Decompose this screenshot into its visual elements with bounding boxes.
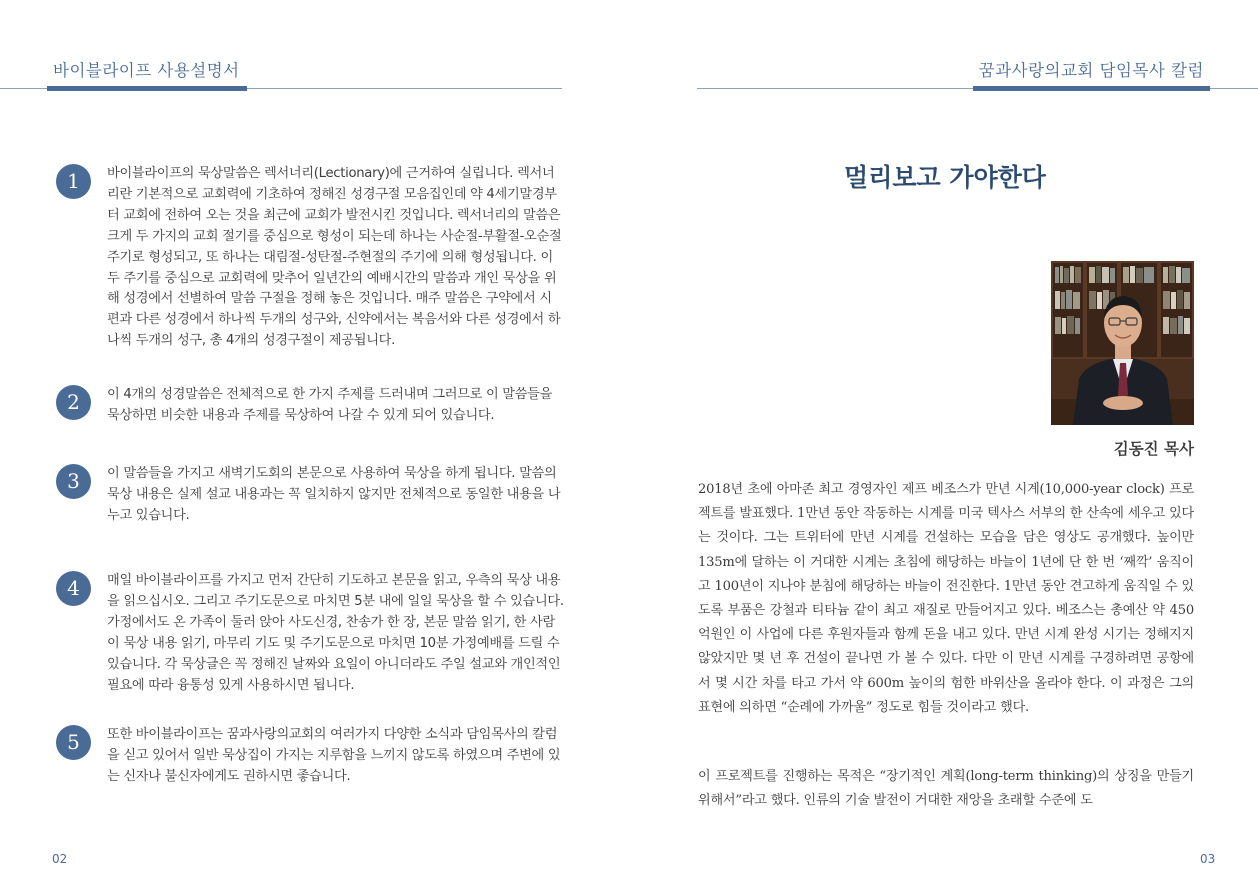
item-text: 매일 바이블라이프를 가지고 먼저 간단히 기도하고 본문을 읽고, 우측의 묵상 내용을 읽으십시오. 그리고 주기도문으로 마치면 5분 내에 일일 묵상을 할 수 있습니다. 가정에서도 온 가족이 둘러 앉아 사도신경, 찬송가 한 장, 본문 말씀 읽기, 한 사람이 묵상 내용 읽기, 마무리 기도 및 주기도문으로 마치면 10분 가정예배를 드릴 수 있습니다. 각 묵상글은 꼭 정해진 날짜와 요일이 아니더라도 주일 설교와 개인적인 필요에 따라 융통성 있게 사용하시면 됩니다. [107,573,564,693]
right-page-header: 꿈과사랑의교회 담임목사 칼럼 [978,61,1204,80]
list-item-1 [56,164,564,352]
number-badge: 5 [56,725,91,760]
list-item-2 [56,385,564,427]
item-text: 바이블라이프의 묵상말씀은 렉서너리(Lectionary)에 근거하여 실립니다. 렉서너리란 기본적으로 교회력에 기초하여 정해진 성경구절 모음집인데 약 4세기말경부터 교회에 전하여 오는 것을 최근에 교회가 발전시킨 것입니다. 렉서너리의 말씀은 크게 두 가지의 교회 절기를 중심으로 형성이 되는데 하나는 사순절-부활절-오순절 주기로 형성되고, 또 하나는 대림절-성탄절-주현절의 주기에 의해 형성됩니다. 이 두 주기를 중심으로 교회력에 맞추어 일년간의 예배시간의 말씀과 개인 묵상을 위해 성경에서 선별하여 말씀 구절을 정해 놓은 것입니다. 매주 말씀은 구약에서 시편과 다른 성경에서 하나씩 두개의 성구와, 신약에서는 복음서와 다른 성경에서 하나씩 두개의 성구, 총 4개의 성경구절이 제공됩니다. [107,166,562,349]
item-text: 또한 바이블라이프는 꿈과사랑의교회의 여러가지 다양한 소식과 담임목사의 칼럼을 싣고 있어서 일반 묵상집이 가지는 지루함을 느끼지 않도록 하였으며 주변에 있는 신자나 불신자에게도 권하시면 좋습니다. [107,727,561,784]
number-badge: 1 [56,164,91,199]
number-badge: 3 [56,464,91,499]
column-paragraph-1: 2018년 초에 아마존 최고 경영자인 제프 베조스가 만년 시계(10,000-year clock) 프로젝트를 발표했다. 1만년 동안 작동하는 시계를 미국 텍사스 서부의 한 산속에 세우고 있다는 것이다. 그는 트위터에 만년 시계를 건설하는 모습을 담은 영상도 공개했다. 높이만 135m에 달하는 이 거대한 시계는 초침에 해당하는 바늘이 1년에 단 한 번 ‘째깍’ 움직이고 100년이 지나야 분침에 해당하는 바늘이 전진한다. 1만년 동안 견고하게 움직일 수 있도록 부품은 강철과 티타늄 같이 최고 재질로 만들어지고 있다. 베조스는 총예산 약 450억원인 이 사업에 다른 후원자들과 함께 돈을 내고 있다. 만년 시계 완성 시기는 정해지지 않았지만 몇 년 후 건설이 끝나면 가 볼 수 있다. 다만 이 만년 시계를 구경하려면 공항에서 몇 시간 차를 타고 가서 약 600m 높이의 험한 바위산을 올라야 한다. 이 과정은 그의 표현에 의하면 “순례에 가까울” 정도로 힘들 것이라고 했다. [698,482,1194,715]
item-text: 이 4개의 성경말씀은 전체적으로 한 가지 주제를 드러내며 그러므로 이 말씀들을 묵상하면 비슷한 내용과 주제를 묵상하여 나갈 수 있게 되어 있습니다. [107,387,553,423]
column-paragraph-2: 이 프로젝트를 진행하는 목적은 “장기적인 계획(long-term thinking)의 상징을 만들기 위해서”라고 했다. 인류의 기술 발전이 거대한 재앙을 초래할 수준에 도 [698,769,1194,809]
list-item-4 [56,571,564,696]
left-page-number: 02 [52,852,68,866]
list-item-5 [56,725,564,788]
left-page-header: 바이블라이프 사용설명서 [53,61,240,80]
right-header-accent-bar [973,86,1210,91]
left-header-accent-bar [47,86,247,91]
author-photo [1051,261,1194,425]
number-badge: 2 [56,385,91,420]
list-item-3 [56,464,564,527]
number-badge: 4 [56,571,91,606]
right-page-number: 03 [1200,852,1216,866]
item-text: 이 말씀들을 가지고 새벽기도회의 본문으로 사용하여 묵상을 하게 됩니다. 말씀의 묵상 내용은 실제 설교 내용과는 꼭 일치하지 않지만 전체적으로 동일한 내용을 나누고 있습니다. [107,466,561,523]
column-title: 멀리보고 가야한다 [844,163,1046,192]
author-caption: 김동진 목사 [1113,440,1194,458]
